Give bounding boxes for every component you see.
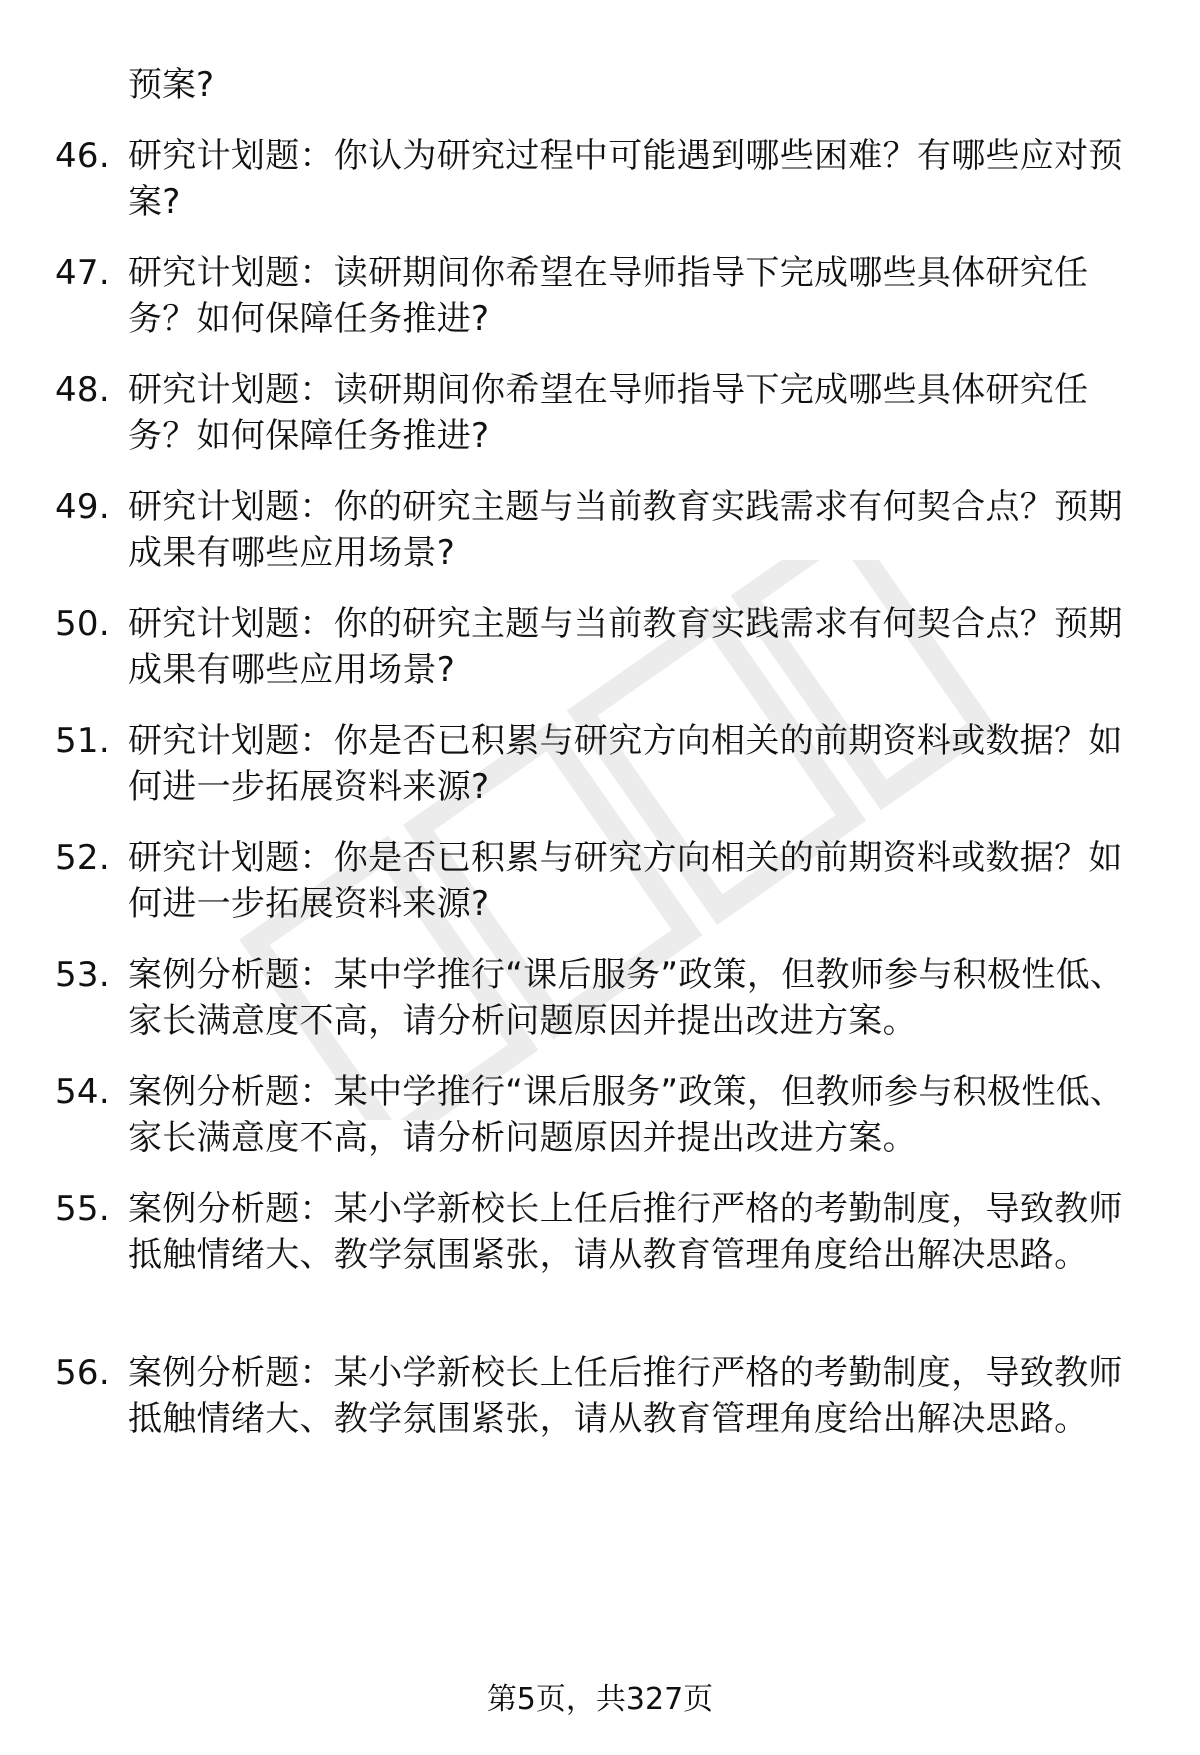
question-text: 研究计划题：读研期间你希望在导师指导下完成哪些具体研究任务？如何保障任务推进? <box>128 370 1089 456</box>
question-item <box>55 835 1140 927</box>
question-item <box>55 250 1140 342</box>
question-item <box>55 1350 1140 1442</box>
question-number: 49. <box>55 487 110 527</box>
question-number: 51. <box>55 721 110 761</box>
question-item <box>55 367 1140 459</box>
question-text: 研究计划题：你是否已积累与研究方向相关的前期资料或数据？如何进一步拓展资料来源? <box>128 721 1123 807</box>
question-text: 研究计划题：读研期间你希望在导师指导下完成哪些具体研究任务？如何保障任务推进? <box>128 253 1089 339</box>
question-number: 56. <box>55 1353 110 1393</box>
question-item <box>55 601 1140 693</box>
question-item <box>55 1186 1140 1278</box>
question-item <box>55 1069 1140 1161</box>
question-text: 研究计划题：你的研究主题与当前教育实践需求有何契合点？预期成果有哪些应用场景? <box>128 487 1123 573</box>
question-text: 案例分析题：某小学新校长上任后推行严格的考勤制度，导致教师抵触情绪大、教学氛围紧张，请从教育管理角度给出解决思路。 <box>128 1353 1123 1439</box>
question-number: 48. <box>55 370 110 410</box>
question-item <box>55 718 1140 810</box>
question-text: 研究计划题：你的研究主题与当前教育实践需求有何契合点？预期成果有哪些应用场景? <box>128 604 1123 690</box>
question-number: 47. <box>55 253 110 293</box>
question-item <box>55 133 1140 225</box>
page-footer: 第5页，共327页 <box>486 1682 714 1717</box>
question-item <box>55 952 1140 1044</box>
question-item <box>55 484 1140 576</box>
continuation-text: 预案? <box>128 65 215 105</box>
question-number: 52. <box>55 838 110 878</box>
question-number: 46. <box>55 136 110 176</box>
question-text: 案例分析题：某中学推行“课后服务”政策，但教师参与积极性低、家长满意度不高，请分析问题原因并提出改进方案。 <box>128 1072 1125 1158</box>
question-text: 研究计划题：你认为研究过程中可能遇到哪些困难？有哪些应对预案? <box>128 136 1123 222</box>
question-text: 案例分析题：某中学推行“课后服务”政策，但教师参与积极性低、家长满意度不高，请分析问题原因并提出改进方案。 <box>128 955 1125 1041</box>
question-number: 54. <box>55 1072 110 1112</box>
question-text: 案例分析题：某小学新校长上任后推行严格的考勤制度，导致教师抵触情绪大、教学氛围紧张，请从教育管理角度给出解决思路。 <box>128 1189 1123 1275</box>
question-text: 研究计划题：你是否已积累与研究方向相关的前期资料或数据？如何进一步拓展资料来源? <box>128 838 1123 924</box>
question-number: 55. <box>55 1189 110 1229</box>
question-number: 53. <box>55 955 110 995</box>
question-number: 50. <box>55 604 110 644</box>
